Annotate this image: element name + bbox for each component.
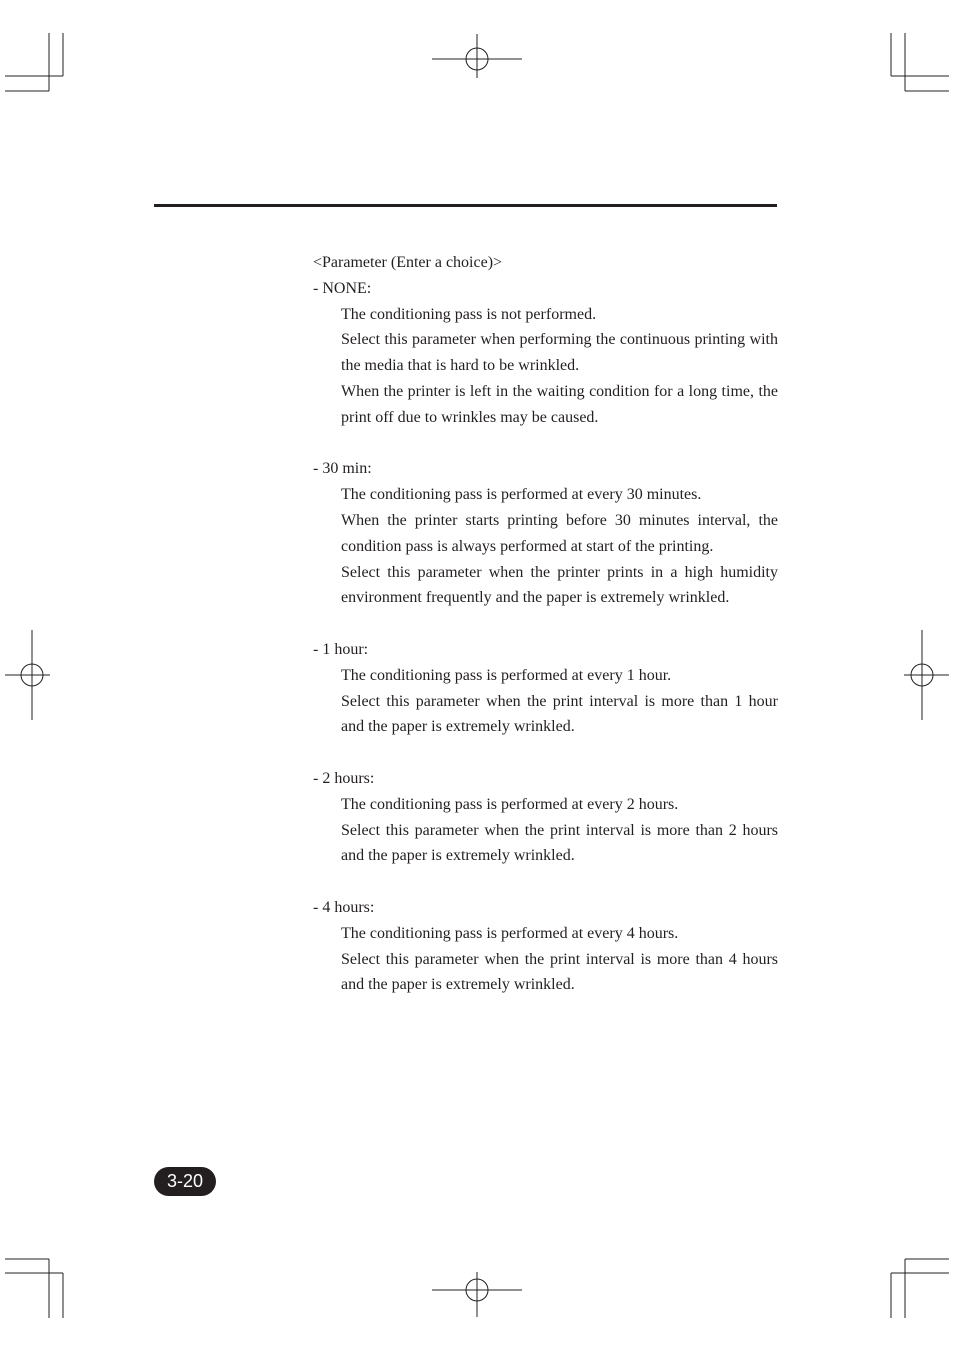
paragraph: The conditioning pass is performed at every 1 hour.: [341, 666, 672, 684]
paragraph: Select this parameter when the print interval is more than 1 hour and the paper is extremely wrinkled.: [341, 692, 778, 736]
section-label: - 2 hours:: [313, 769, 375, 787]
parameter-description: [313, 250, 778, 1024]
section-label: - 1 hour:: [313, 640, 369, 658]
section-label: - 30 min:: [313, 460, 372, 478]
page-number: 3-20: [154, 1167, 216, 1196]
section-1-hour: [313, 637, 778, 740]
section-label: - 4 hours:: [313, 898, 375, 916]
section-label: - NONE:: [313, 279, 372, 297]
paragraph: When the printer starts printing before 30 minutes interval, the condition pass is always performed at start of the printing.: [341, 511, 778, 555]
header-rule: [154, 204, 777, 207]
paragraph: When the printer is left in the waiting condition for a long time, the print off due to wrinkles may be caused.: [341, 382, 778, 426]
paragraph: The conditioning pass is performed at every 30 minutes.: [341, 486, 702, 504]
section-2-hours: [313, 766, 778, 869]
parameter-heading: <Parameter (Enter a choice)>: [313, 254, 503, 271]
paragraph: The conditioning pass is not performed.: [341, 305, 597, 323]
paragraph: Select this parameter when the printer prints in a high humidity environment frequently and the paper is extremely wrinkled.: [341, 563, 778, 607]
paragraph: The conditioning pass is performed at every 4 hours.: [341, 924, 679, 942]
section-none: [313, 276, 778, 431]
section-30-min: [313, 456, 778, 611]
paragraph: Select this parameter when the print interval is more than 4 hours and the paper is extremely wrinkled.: [341, 950, 778, 994]
section-4-hours: [313, 895, 778, 998]
paragraph: Select this parameter when performing the continuous printing with the media that is hard to be wrinkled.: [341, 331, 778, 375]
paragraph: Select this parameter when the print interval is more than 2 hours and the paper is extremely wrinkled.: [341, 821, 778, 865]
paragraph: The conditioning pass is performed at every 2 hours.: [341, 795, 679, 813]
